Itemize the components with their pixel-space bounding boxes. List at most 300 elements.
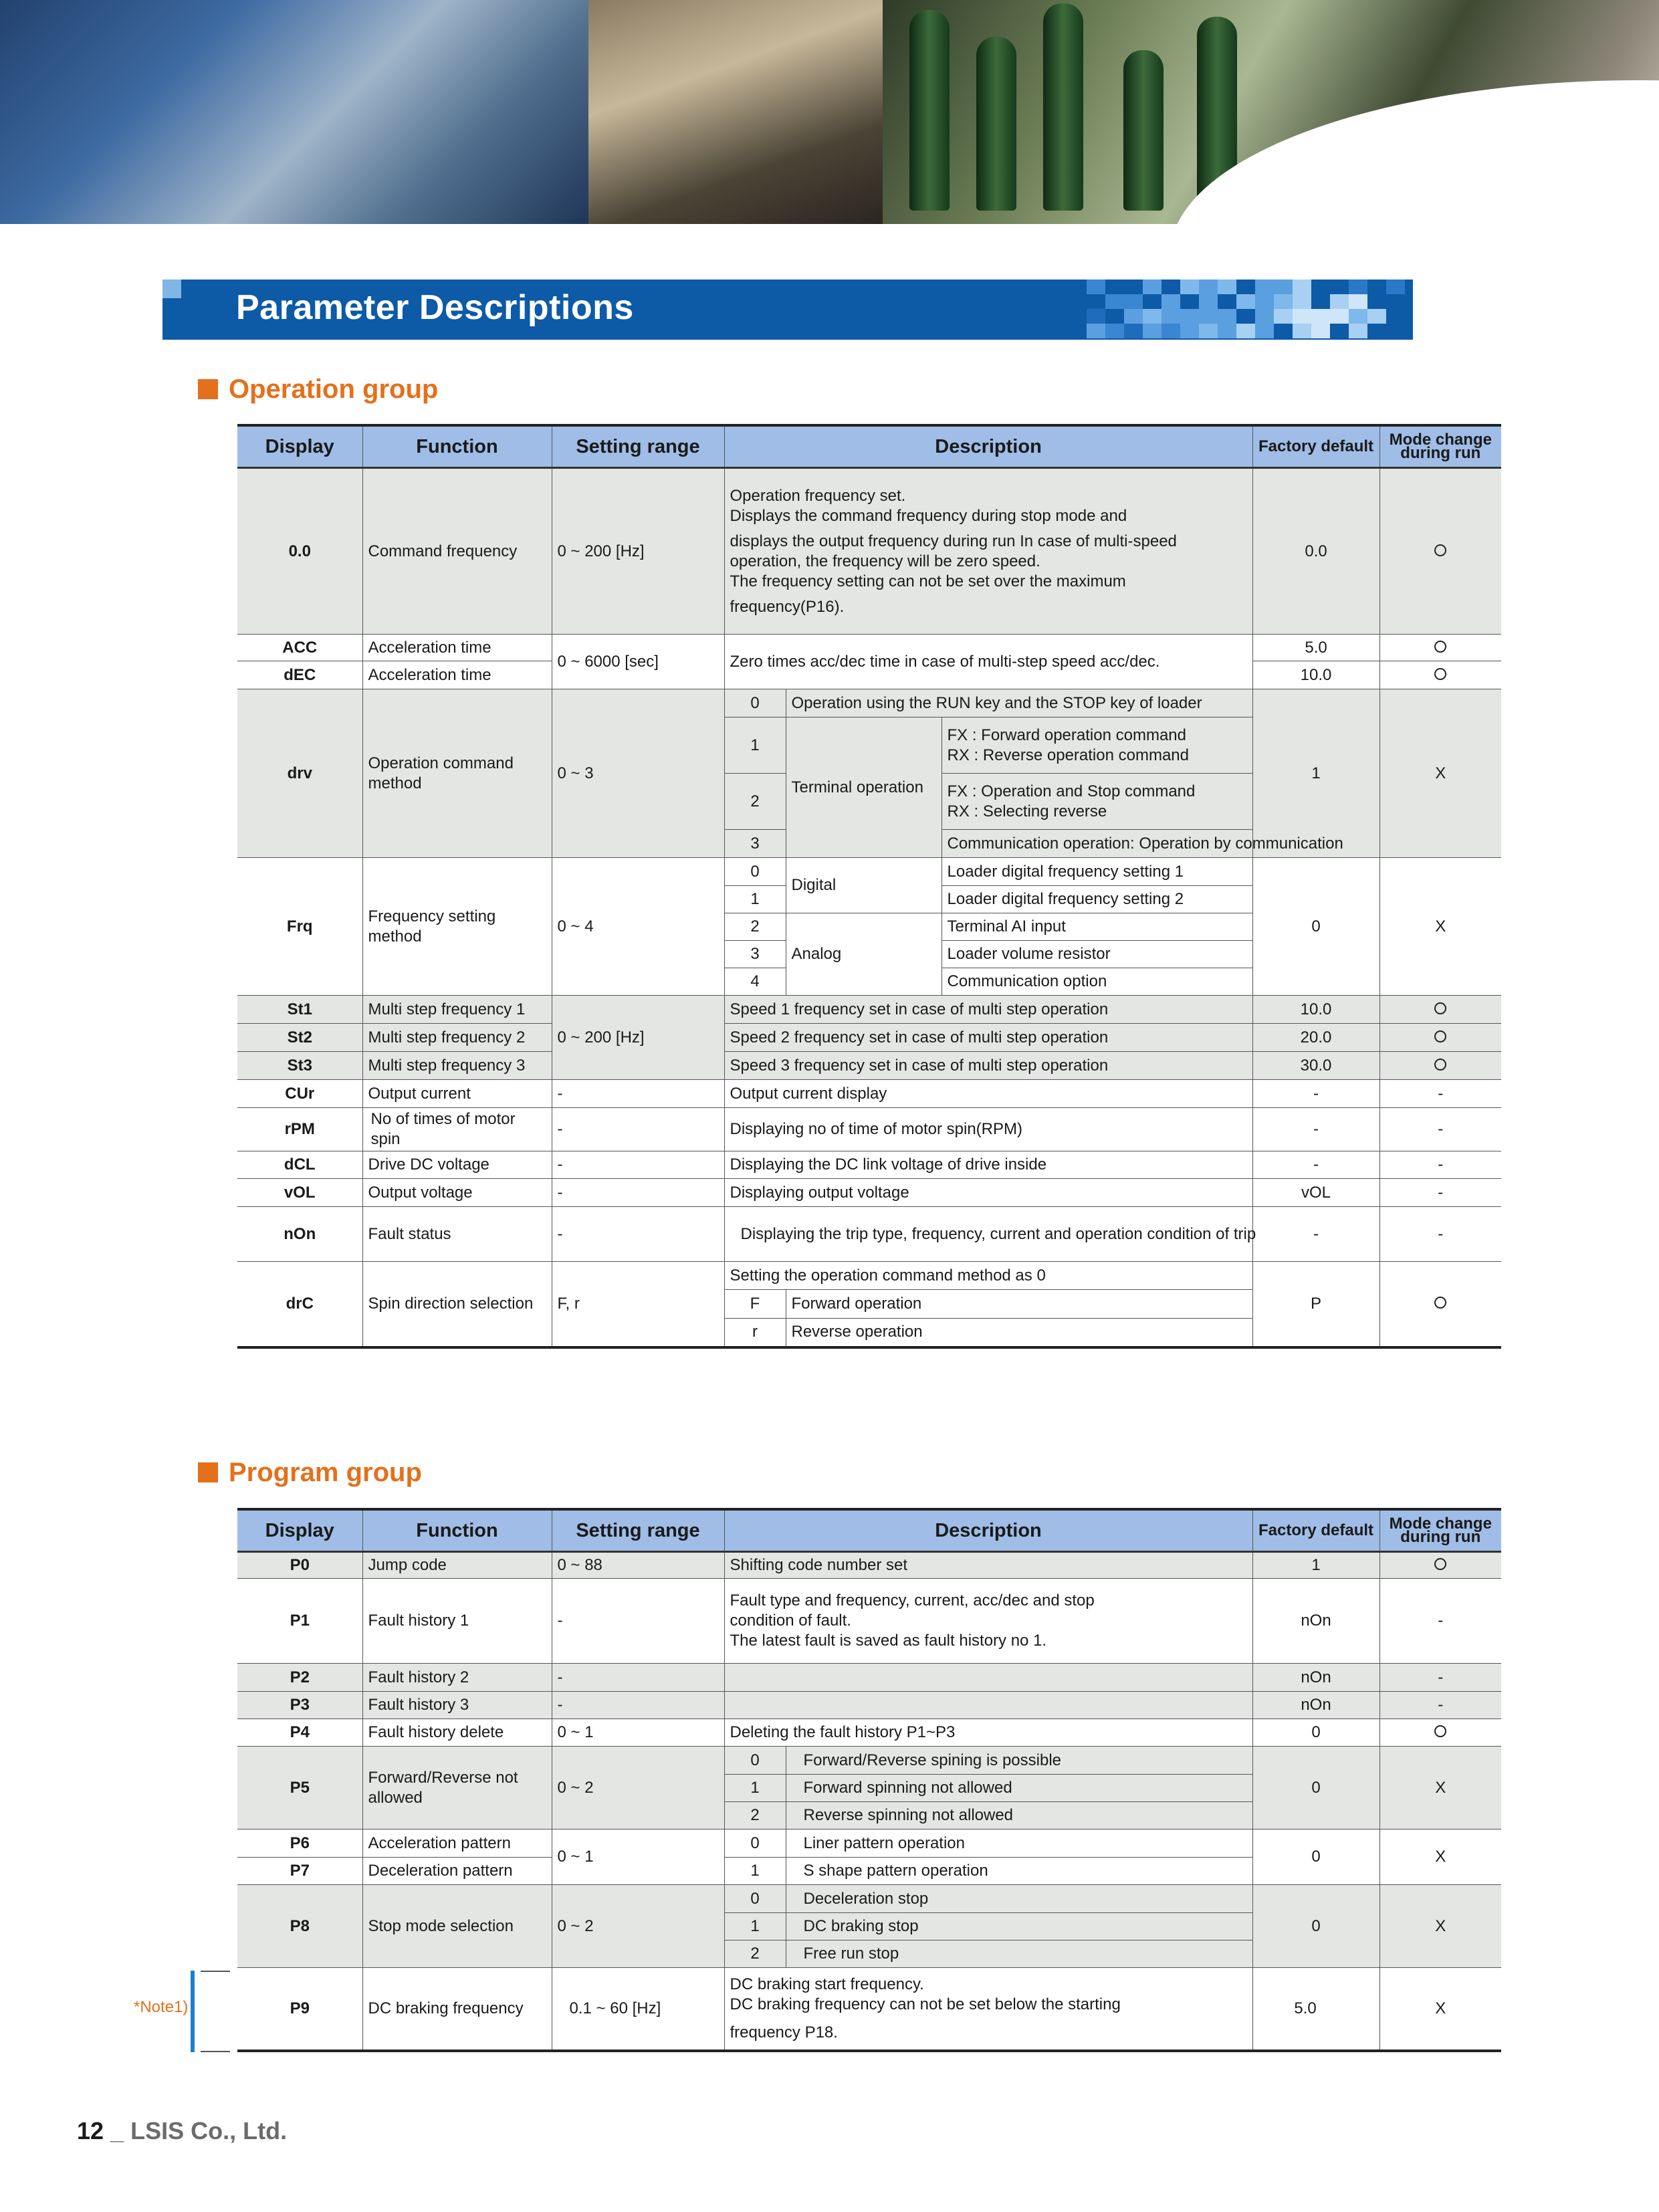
mosaic-tile: [1349, 294, 1367, 309]
mosaic-tile: [1162, 294, 1180, 309]
mosaic-tile: [1199, 280, 1218, 294]
param-display: St1: [237, 996, 362, 1024]
option-group-label: Terminal operation: [786, 717, 942, 858]
param-function: No of times of motor spin: [362, 1108, 552, 1151]
param-function: Acceleration time: [362, 661, 552, 689]
orange-square-icon: [198, 379, 218, 399]
param-function: Frequency setting method: [362, 858, 552, 996]
mosaic-tile: [1105, 294, 1124, 309]
option-text: S shape pattern operation: [786, 1858, 1252, 1885]
mosaic-tile: [1218, 309, 1236, 324]
option-number: 1: [724, 717, 786, 774]
option-text: Reverse spinning not allowed: [786, 1802, 1252, 1830]
option-number: r: [724, 1319, 786, 1347]
param-mode: [1379, 1552, 1501, 1579]
title-accent-square: [162, 280, 181, 298]
desc-line: Fault type and frequency, current, acc/dec and stop: [730, 1591, 1095, 1610]
param-function: Fault status: [362, 1207, 552, 1262]
param-mode: -: [1379, 1579, 1501, 1664]
param-range: -: [552, 1151, 724, 1179]
program-group-title: Program group: [229, 1458, 422, 1487]
mosaic-tile: [1236, 294, 1255, 309]
mosaic-tile: [1124, 294, 1143, 309]
title-pixel-mosaic: [1087, 280, 1413, 340]
param-description: Speed 2 frequency set in case of multi step operation: [724, 1024, 1252, 1052]
param-range: 0 ~ 1: [552, 1830, 724, 1885]
mosaic-tile: [1330, 294, 1349, 309]
option-number: 0: [724, 689, 786, 717]
param-default: 10.0: [1252, 996, 1379, 1024]
mosaic-tile: [1180, 280, 1199, 294]
param-function: Deceleration pattern: [362, 1858, 552, 1885]
mosaic-tile: [1274, 294, 1293, 309]
param-mode: -: [1379, 1692, 1501, 1719]
mosaic-tile: [1143, 280, 1162, 294]
param-function: Spin direction selection: [362, 1262, 552, 1347]
param-range: 0 ~ 200 [Hz]: [552, 996, 724, 1080]
option-text: Terminal AI input: [942, 913, 1252, 941]
table-row: [237, 1747, 1501, 1775]
header-description: Description: [724, 425, 1252, 468]
footer-company: LSIS Co., Ltd.: [130, 2117, 288, 2144]
mosaic-tile: [1143, 309, 1162, 324]
param-display: St3: [237, 1052, 362, 1080]
option-line: FX : Forward operation command: [947, 726, 1186, 744]
option-number: 0: [724, 858, 786, 886]
param-default: 0: [1252, 1747, 1379, 1830]
param-display: P7: [237, 1858, 362, 1885]
param-function: Stop mode selection: [362, 1885, 552, 1968]
mosaic-tile: [1311, 324, 1330, 338]
mosaic-tile: [1293, 324, 1311, 338]
option-text: [942, 717, 1252, 774]
table-row: [237, 1692, 1501, 1719]
param-mode: X: [1379, 858, 1501, 996]
param-function: Drive DC voltage: [362, 1151, 552, 1179]
param-range: 0 ~ 200 [Hz]: [552, 468, 724, 635]
param-mode: X: [1379, 1830, 1501, 1885]
mosaic-tile: [1180, 324, 1199, 338]
param-description: [724, 468, 1252, 635]
option-text: [942, 774, 1252, 830]
header-display: Display: [237, 1509, 362, 1552]
mosaic-tile: [1349, 324, 1367, 338]
mosaic-tile: [1311, 309, 1330, 324]
param-range: -: [552, 1579, 724, 1664]
table-row: [237, 1968, 1501, 2051]
mosaic-tile: [1124, 324, 1143, 338]
header-function: Function: [362, 425, 552, 468]
header-function: Function: [362, 1509, 552, 1552]
option-number: 0: [724, 1885, 786, 1913]
param-range: 0 ~ 2: [552, 1885, 724, 1968]
mosaic-tile: [1255, 309, 1274, 324]
note-bracket-top: [201, 1971, 230, 1972]
param-function: Multi step frequency 3: [362, 1052, 552, 1080]
mosaic-tile: [1386, 280, 1405, 294]
param-default: 0: [1252, 1885, 1379, 1968]
param-function: Command frequency: [362, 468, 552, 635]
mosaic-tile: [1218, 280, 1236, 294]
param-display: P8: [237, 1885, 362, 1968]
param-description: Displaying no of time of motor spin(RPM): [724, 1108, 1252, 1151]
option-group-label: Digital: [786, 858, 942, 913]
param-function: Acceleration pattern: [362, 1830, 552, 1858]
desc-line: The frequency setting can not be set over the maximum: [730, 572, 1126, 590]
option-text: Reverse operation: [786, 1319, 1252, 1347]
header-banner-photo: [0, 0, 1659, 224]
param-function: DC braking frequency: [362, 1968, 552, 2051]
param-mode: -: [1379, 1080, 1501, 1108]
mosaic-tile: [1199, 309, 1218, 324]
param-range: -: [552, 1207, 724, 1262]
param-default: 1: [1252, 689, 1379, 858]
mosaic-tile: [1330, 309, 1349, 324]
table-row: [237, 1052, 1501, 1080]
table-row: [237, 1664, 1501, 1692]
param-default: vOL: [1252, 1179, 1379, 1207]
header-setting-range: Setting range: [552, 425, 724, 468]
option-text: Forward spinning not allowed: [786, 1775, 1252, 1802]
param-display: P0: [237, 1552, 362, 1579]
param-function: Multi step frequency 2: [362, 1024, 552, 1052]
option-text: Operation using the RUN key and the STOP key of loader: [786, 689, 1252, 717]
mosaic-tile: [1293, 309, 1311, 324]
mosaic-tile: [1087, 309, 1105, 324]
option-number: 1: [724, 1775, 786, 1802]
param-range: -: [552, 1108, 724, 1151]
param-description: [724, 1664, 1252, 1692]
footer-separator: _: [110, 2117, 124, 2144]
desc-line: condition of fault.: [730, 1612, 851, 1630]
mosaic-tile: [1143, 324, 1162, 338]
param-function: Fault history delete: [362, 1719, 552, 1747]
param-mode: X: [1379, 1968, 1501, 2051]
param-description: Speed 1 frequency set in case of multi step operation: [724, 996, 1252, 1024]
param-display: P3: [237, 1692, 362, 1719]
circle-icon: [1434, 1297, 1446, 1309]
operation-group-heading: [198, 374, 438, 405]
param-display: P5: [237, 1747, 362, 1830]
param-default: 20.0: [1252, 1024, 1379, 1052]
table-row: [237, 1719, 1501, 1747]
table-row: [237, 1885, 1501, 1913]
circle-icon: [1434, 1558, 1446, 1570]
param-mode: [1379, 468, 1501, 635]
option-text: Forward operation: [786, 1290, 1252, 1319]
table-row: [237, 1024, 1501, 1052]
param-range: 0 ~ 3: [552, 689, 724, 858]
mosaic-tile: [1180, 309, 1199, 324]
param-mode: [1379, 996, 1501, 1024]
option-text: Free run stop: [786, 1941, 1252, 1968]
table-row: [237, 1080, 1501, 1108]
option-number: 1: [724, 1913, 786, 1941]
param-default: 0: [1252, 1830, 1379, 1885]
param-description: Output current display: [724, 1080, 1252, 1108]
mosaic-tile: [1293, 280, 1311, 294]
option-text: Communication operation: Operation by communication: [942, 830, 1379, 858]
param-range: -: [552, 1692, 724, 1719]
header-display: Display: [237, 425, 362, 468]
page-number: 12: [77, 2117, 104, 2144]
mosaic-tile: [1162, 309, 1180, 324]
option-number: 1: [724, 886, 786, 913]
param-description: Displaying the trip type, frequency, current and operation condition of trip: [724, 1207, 1252, 1262]
table-header-row: [237, 1509, 1501, 1552]
param-function: Fault history 2: [362, 1664, 552, 1692]
banner-photo-control-panel: [0, 0, 588, 224]
param-default: 0: [1252, 858, 1379, 996]
operation-group-table: [237, 424, 1501, 1349]
mosaic-tile: [1349, 280, 1367, 294]
header-factory-default: Factory default: [1252, 1509, 1379, 1552]
param-range: 0 ~ 4: [552, 858, 724, 996]
option-number: 0: [724, 1830, 786, 1858]
option-text: Deceleration stop: [786, 1885, 1252, 1913]
table-row: [237, 635, 1501, 661]
mosaic-tile: [1199, 324, 1218, 338]
param-description: [724, 1968, 1252, 2051]
option-number: 2: [724, 913, 786, 941]
param-default: nOn: [1252, 1579, 1379, 1664]
desc-line: Displays the command frequency during stop mode and: [730, 506, 1127, 525]
param-description: Displaying output voltage: [724, 1179, 1252, 1207]
param-function: Forward/Reverse not allowed: [362, 1747, 552, 1830]
param-mode: X: [1379, 689, 1501, 858]
param-mode: X: [1379, 1747, 1501, 1830]
param-range: -: [552, 1179, 724, 1207]
param-display: nOn: [237, 1207, 362, 1262]
param-display: P6: [237, 1830, 362, 1858]
circle-icon: [1434, 668, 1446, 680]
table-row: [237, 1552, 1501, 1579]
param-mode: -: [1379, 1108, 1501, 1151]
param-default: 5.0: [1252, 1968, 1379, 2051]
param-description: [724, 1692, 1252, 1719]
header-factory-default: Factory default: [1252, 425, 1379, 468]
table-row: [237, 996, 1501, 1024]
program-group-heading: [198, 1458, 422, 1488]
desc-line: frequency(P16).: [730, 597, 845, 616]
mosaic-tile: [1293, 294, 1311, 309]
note-bracket: [191, 1971, 195, 2052]
param-function: Output current: [362, 1080, 552, 1108]
param-default: P: [1252, 1262, 1379, 1347]
page-footer: [77, 2117, 287, 2145]
param-description: [724, 1579, 1252, 1664]
mosaic-tile: [1274, 309, 1293, 324]
mosaic-tile: [1349, 309, 1367, 324]
table-row: [237, 1262, 1501, 1290]
param-range: 0 ~ 88: [552, 1552, 724, 1579]
option-number: 2: [724, 774, 786, 830]
option-number: F: [724, 1290, 786, 1319]
table-header-row: [237, 425, 1501, 468]
param-display: dCL: [237, 1151, 362, 1179]
param-default: nOn: [1252, 1664, 1379, 1692]
note-label: *Note1): [134, 1998, 189, 2016]
orange-square-icon: [198, 1462, 218, 1482]
param-function: Multi step frequency 1: [362, 996, 552, 1024]
header-description: Description: [724, 1509, 1252, 1552]
header-setting-range: Setting range: [552, 1509, 724, 1552]
param-default: 0: [1252, 1719, 1379, 1747]
param-function: Output voltage: [362, 1179, 552, 1207]
option-text: Liner pattern operation: [786, 1830, 1252, 1858]
mosaic-tile: [1124, 309, 1143, 324]
desc-line: The latest fault is saved as fault history no 1.: [730, 1632, 1047, 1650]
param-range: -: [552, 1664, 724, 1692]
param-default: -: [1252, 1207, 1379, 1262]
param-range: 0 ~ 6000 [sec]: [552, 635, 724, 689]
note-bracket-bottom: [201, 2051, 230, 2052]
option-number: 2: [724, 1802, 786, 1830]
param-display: P2: [237, 1664, 362, 1692]
param-mode: [1379, 635, 1501, 661]
param-display: ACC: [237, 635, 362, 661]
table-row: [237, 1830, 1501, 1858]
param-default: 30.0: [1252, 1052, 1379, 1080]
param-display: dEC: [237, 661, 362, 689]
option-text: Loader digital frequency setting 2: [942, 886, 1252, 913]
option-number: 2: [724, 1941, 786, 1968]
param-mode: [1379, 1719, 1501, 1747]
param-display: St2: [237, 1024, 362, 1052]
param-mode: [1379, 661, 1501, 689]
mosaic-tile: [1105, 324, 1124, 338]
param-mode: -: [1379, 1179, 1501, 1207]
option-text: Forward/Reverse spining is possible: [786, 1747, 1252, 1775]
circle-icon: [1434, 641, 1446, 653]
table-row: [237, 1207, 1501, 1262]
header-mode-change: Mode change during run: [1379, 425, 1501, 468]
mosaic-tile: [1255, 324, 1274, 338]
desc-line: displays the output frequency during run In case of multi-speed: [730, 532, 1177, 550]
param-default: 0.0: [1252, 468, 1379, 635]
option-number: 1: [724, 1858, 786, 1885]
mosaic-tile: [1087, 280, 1105, 294]
param-display: drv: [237, 689, 362, 858]
param-range: 0 ~ 2: [552, 1747, 724, 1830]
option-line: RX : Selecting reverse: [947, 802, 1107, 820]
param-range: 0.1 ~ 60 [Hz]: [552, 1968, 724, 2051]
operation-group-title: Operation group: [229, 374, 439, 404]
table-row: [237, 1579, 1501, 1664]
param-display: rPM: [237, 1108, 362, 1151]
option-line: FX : Operation and Stop command: [947, 782, 1196, 800]
option-number: 3: [724, 830, 786, 858]
mosaic-tile: [1367, 309, 1386, 324]
header-mode-change: Mode change during run: [1379, 1509, 1501, 1552]
mosaic-tile: [1255, 280, 1274, 294]
circle-icon: [1434, 1002, 1446, 1014]
option-line: RX : Reverse operation command: [947, 746, 1189, 764]
table-row: [237, 1179, 1501, 1207]
mosaic-tile: [1274, 280, 1293, 294]
table-row: [237, 858, 1501, 886]
param-default: -: [1252, 1151, 1379, 1179]
option-number: 0: [724, 1747, 786, 1775]
mosaic-tile: [1199, 294, 1218, 309]
param-default: nOn: [1252, 1692, 1379, 1719]
param-display: CUr: [237, 1080, 362, 1108]
option-group-label: Analog: [786, 913, 942, 996]
page-title: Parameter Descriptions: [236, 288, 634, 327]
mosaic-tile: [1236, 324, 1255, 338]
param-mode: [1379, 1052, 1501, 1080]
circle-icon: [1434, 1030, 1446, 1042]
param-display: vOL: [237, 1179, 362, 1207]
desc-line: Operation frequency set.: [730, 486, 906, 505]
param-range: -: [552, 1080, 724, 1108]
param-function: Fault history 3: [362, 1692, 552, 1719]
param-mode: [1379, 1262, 1501, 1347]
param-range: 0 ~ 1: [552, 1719, 724, 1747]
option-number: 4: [724, 968, 786, 996]
banner-photo-treadmill: [588, 0, 883, 224]
desc-line: DC braking start frequency.: [730, 1975, 924, 1993]
param-default: -: [1252, 1108, 1379, 1151]
option-text: Communication option: [942, 968, 1252, 996]
table-row: [237, 1108, 1501, 1151]
table-row: [237, 468, 1501, 635]
param-default: 5.0: [1252, 635, 1379, 661]
param-mode: -: [1379, 1151, 1501, 1179]
param-description: Speed 3 frequency set in case of multi step operation: [724, 1052, 1252, 1080]
param-description: Deleting the fault history P1~P3: [724, 1719, 1252, 1747]
option-number: 3: [724, 941, 786, 968]
param-display: 0.0: [237, 468, 362, 635]
mosaic-tile: [1087, 324, 1105, 338]
option-text: Loader volume resistor: [942, 941, 1252, 968]
desc-line: DC braking frequency can not be set below the starting: [730, 1995, 1121, 2013]
desc-line: operation, the frequency will be zero speed.: [730, 552, 1040, 570]
param-description: Displaying the DC link voltage of drive inside: [724, 1151, 1252, 1179]
param-default: -: [1252, 1080, 1379, 1108]
param-range: F, r: [552, 1262, 724, 1347]
table-row: [237, 689, 1501, 717]
circle-icon: [1434, 1725, 1446, 1737]
mosaic-tile: [1218, 324, 1236, 338]
param-mode: -: [1379, 1207, 1501, 1262]
param-display: P9: [237, 1968, 362, 2051]
param-default: 1: [1252, 1552, 1379, 1579]
option-text: DC braking stop: [786, 1913, 1252, 1941]
param-display: P4: [237, 1719, 362, 1747]
param-mode: X: [1379, 1885, 1501, 1968]
option-text: Loader digital frequency setting 1: [942, 858, 1252, 886]
circle-icon: [1434, 544, 1446, 556]
param-display: Frq: [237, 858, 362, 996]
param-function: Fault history 1: [362, 1579, 552, 1664]
param-description: Zero times acc/dec time in case of multi-step speed acc/dec.: [724, 635, 1252, 689]
param-display: drC: [237, 1262, 362, 1347]
desc-line: frequency P18.: [730, 2023, 838, 2041]
param-mode: -: [1379, 1664, 1501, 1692]
param-function: Jump code: [362, 1552, 552, 1579]
param-default: 10.0: [1252, 661, 1379, 689]
param-description: Setting the operation command method as 0: [724, 1262, 1252, 1290]
mosaic-tile: [1255, 294, 1274, 309]
mosaic-tile: [1162, 324, 1180, 338]
param-function: Operation command method: [362, 689, 552, 858]
circle-icon: [1434, 1059, 1446, 1071]
program-group-table: [237, 1508, 1501, 2052]
param-mode: [1379, 1024, 1501, 1052]
param-description: Shifting code number set: [724, 1552, 1252, 1579]
param-display: P1: [237, 1579, 362, 1664]
